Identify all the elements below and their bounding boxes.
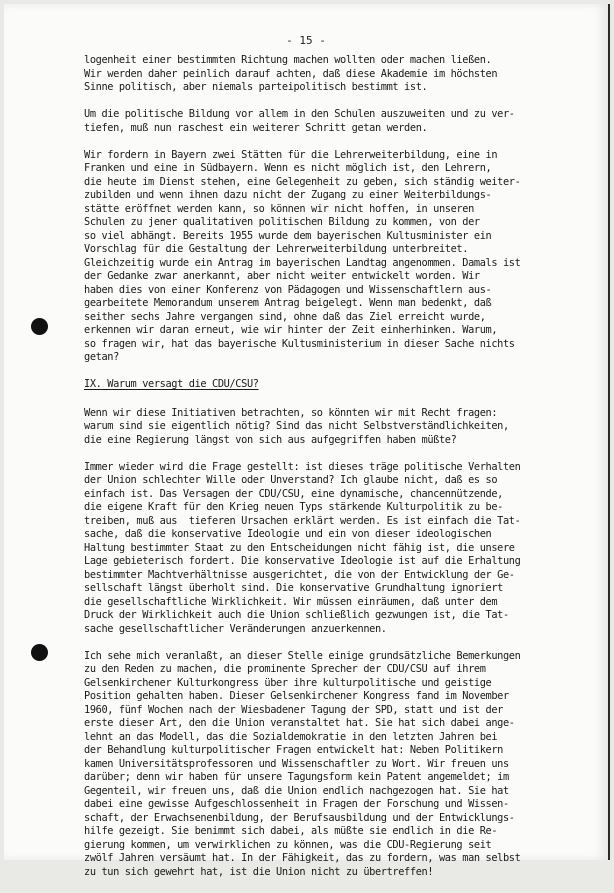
text-line: zu tun sich gewehrt hat, ist die Union nicht zu übertreffen! bbox=[84, 865, 434, 878]
text-line: einfach ist. Das Versagen der CDU/CSU, eine dynamische, chancennützende, bbox=[84, 487, 503, 500]
text-line: Druck der Wirklichkeit auch die Union schließlich gezwungen ist, die Tat- bbox=[84, 609, 509, 621]
text-line: schaft, der Erwachsenenbildung, der Berufsausbildung und der Entwicklungs- bbox=[84, 811, 515, 824]
text-line: Schulen zu jener qualitativen politischen Bildung zu kommen, von der bbox=[84, 216, 480, 228]
text-line: Sinne politisch, aber niemals parteipolitisch bestimmt ist. bbox=[84, 81, 428, 93]
text-line: Wir werden daher peinlich darauf achten, daß diese Akademie im höchsten bbox=[84, 67, 498, 80]
text-line: getan? bbox=[84, 351, 119, 363]
text-line: logenheit einer bestimmten Richtung machen wollten oder machen ließen. bbox=[84, 54, 492, 66]
page-number: - 15 - bbox=[286, 34, 326, 47]
text-line: die eigene Kraft für den Krieg neuen Typs stärkende Kulturpolitik zu be- bbox=[84, 501, 503, 513]
body-text bbox=[84, 54, 594, 893]
text-line: treiben, muß aus tieferen Ursachen erklärt werden. Es ist einfach die Tat- bbox=[84, 514, 521, 527]
text-line: Gegenteil, wir freuen uns, daß die Union endlich nachgezogen hat. Sie hat bbox=[84, 784, 509, 797]
text-line: stätte eröffnet werden kann, so können wir nicht hoffen, in unseren bbox=[84, 202, 474, 215]
text-line: Position gehalten haben. Dieser Gelsenkirchener Kongress fand im November bbox=[84, 690, 509, 702]
text-line: der Union schlechter Wille oder Unverstand? Ich glaube nicht, daß es so bbox=[84, 474, 498, 486]
text-line: zu den Reden zu machen, die prominente Sprecher der CDU/CSU auf ihrem bbox=[84, 663, 486, 675]
paragraph bbox=[84, 149, 594, 365]
text-line: warum sind sie eigentlich nötig? Sind das nicht Selbstverständlichkeiten, bbox=[84, 420, 509, 432]
text-line: bestimmter Machtverhältnisse ausgerichtet, die von der Entwicklung der Ge- bbox=[84, 568, 515, 581]
paragraph bbox=[84, 407, 594, 448]
text-line: tiefen, muß nun raschest ein weiterer Schritt getan werden. bbox=[84, 121, 428, 134]
text-line: die heute im Dienst stehen, eine Gelegenheit zu geben, sich ständig weiter- bbox=[84, 175, 521, 188]
paragraph bbox=[84, 108, 594, 135]
text-line: sache, daß die konservative Ideologie und ein von dieser ideologischen bbox=[84, 528, 492, 540]
text-line: so fragen wir, hat das bayerische Kultusministerium in dieser Sache nichts bbox=[84, 337, 515, 350]
text-line: erste dieser Art, den die Union veranstaltet hat. Sie hat sich dabei ange- bbox=[84, 717, 515, 729]
text-line: kamen Universitätsprofessoren und Wissenschaftler zu Wort. Wir freuen uns bbox=[84, 757, 509, 770]
text-line: der Gedanke zwar anerkannt, aber nicht weiter entwickelt worden. Wir bbox=[84, 270, 480, 282]
text-line: seither sechs Jahre vergangen sind, ohne daß das Ziel erreicht wurde, bbox=[84, 310, 486, 323]
paragraph bbox=[84, 650, 594, 880]
paragraph bbox=[84, 54, 594, 95]
text-line: gierung kommen, um verwirklichen zu können, was die CDU-Regierung seit bbox=[84, 838, 492, 851]
text-line: 1960, fünf Wochen nach der Wiesbadener Tagung der SPD, statt und ist der bbox=[84, 703, 503, 716]
text-line: Ich sehe mich veranlaßt, an dieser Stelle einige grundsätzliche Bemerkungen bbox=[84, 649, 521, 662]
text-line: die gesellschaftliche Wirklichkeit. Wir müssen einräumen, daß unter dem bbox=[84, 595, 498, 608]
text-line: sache gesellschaftlicher Veränderungen anzuerkennen. bbox=[84, 622, 387, 635]
text-line: die eine Regierung längst von sich aus aufgegriffen haben müßte? bbox=[84, 433, 457, 446]
document-page bbox=[4, 4, 610, 878]
text-line: Um die politische Bildung vor allem in den Schulen auszuweiten und zu ver- bbox=[84, 108, 515, 120]
text-line: zwölf Jahren versäumt hat. In der Fähigkeit, das zu fordern, was man selbst bbox=[84, 852, 521, 864]
section-ix bbox=[84, 407, 594, 880]
text-line: Wenn wir diese Initiativen betrachten, so könnten wir mit Recht fragen: bbox=[84, 406, 498, 419]
section-intro bbox=[84, 54, 594, 365]
text-line: sellschaft längst überholt sind. Die konservative Grundhaltung ignoriert bbox=[84, 582, 503, 594]
text-line: Gleichzeitig wurde ein Antrag im bayerischen Landtag angenommen. Damals ist bbox=[84, 256, 521, 269]
text-line: so viel abhängt. Bereits 1955 wurde dem bayerischen Kultusminister ein bbox=[84, 229, 492, 242]
text-line: Wir fordern in Bayern zwei Stätten für die Lehrerweiterbildung, eine in bbox=[84, 148, 498, 161]
text-line: zubilden und wenn ihnen dazu nicht der Zugang zu einer Weiterbildungs- bbox=[84, 189, 492, 201]
text-line: lehnt an das Modell, das die Sozialdemokratie in den letzten Jahren bei bbox=[84, 730, 498, 743]
text-line: darüber; denn wir haben für unsere Tagungsform kein Patent angemeldet; im bbox=[84, 771, 509, 783]
text-line: Gelsenkirchener Kulturkongress über ihre kulturpolitische und geistige bbox=[84, 676, 492, 689]
heading-text: IX. Warum versagt die CDU/CSU? bbox=[84, 378, 259, 390]
section-heading bbox=[84, 378, 594, 392]
punch-hole bbox=[31, 644, 48, 661]
text-line: haben dies von einer Konferenz von Pädagogen und Wissenschaftlern aus- bbox=[84, 283, 492, 296]
text-line: erkennen wir daran erneut, wie wir hinter der Zeit einherhinken. Warum, bbox=[84, 324, 498, 336]
text-line: Vorschlag für die Gestaltung der Lehrerweiterbildung unterbreitet. bbox=[84, 243, 469, 255]
text-line: Haltung bestimmter Staat zu den Entscheidungen nicht fähig ist, die unsere bbox=[84, 541, 515, 554]
text-line: gearbeitete Memorandum unserem Antrag beigelegt. Wenn man bedenkt, daß bbox=[84, 297, 492, 309]
paragraph bbox=[84, 461, 594, 637]
text-line: Immer wieder wird die Frage gestellt: ist dieses träge politische Verhalten bbox=[84, 460, 521, 473]
text-line: Lage gebieterisch fordert. Die konservative Ideologie ist auf die Erhaltung bbox=[84, 555, 521, 567]
text-line: dabei eine gewisse Aufgeschlossenheit in Fragen der Forschung und Wissen- bbox=[84, 798, 509, 810]
text-line: Franken und eine in Südbayern. Wenn es nicht möglich ist, den Lehrern, bbox=[84, 162, 492, 174]
punch-hole bbox=[31, 318, 48, 335]
text-line: der Behandlung kulturpolitischer Fragen entwickelt hat: Neben Politikern bbox=[84, 744, 503, 756]
text-line: hilfe gezeigt. Sie benimmt sich dabei, als müßte sie endlich in die Re- bbox=[84, 825, 498, 837]
